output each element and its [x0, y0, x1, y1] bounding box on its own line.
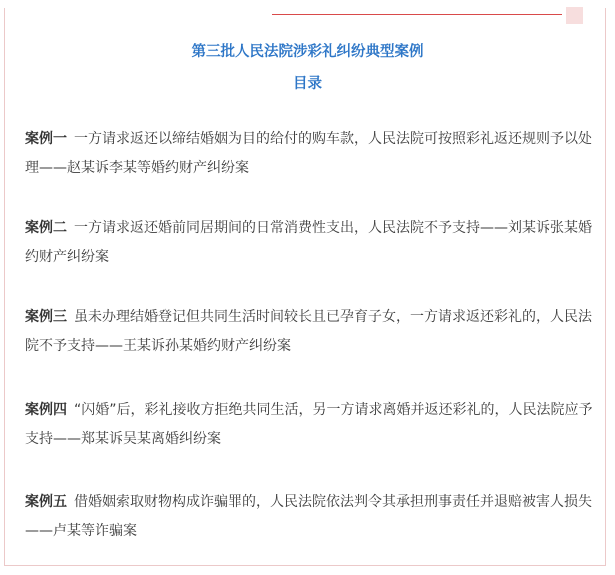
case-item-3	[25, 303, 593, 361]
case-label: 案例三	[25, 309, 67, 325]
decorative-top-line	[272, 14, 562, 15]
case-label: 案例四	[25, 402, 67, 418]
table-of-contents-heading: 目录	[293, 76, 322, 92]
case-item-4	[25, 396, 593, 454]
case-text: “闪婚”后，彩礼接收方拒绝共同生活，另一方请求离婚并返还彩礼的，人民法院应予支持——郑某诉吴某离婚纠纷案	[25, 402, 593, 447]
case-item-2	[25, 214, 593, 272]
case-text: 一方请求返还婚前同居期间的日常消费性支出，人民法院不予支持——刘某诉张某婚约财产纠纷案	[25, 220, 592, 265]
case-item-1	[25, 125, 593, 183]
case-text: 一方请求返还以缔结婚姻为目的给付的购车款，人民法院可按照彩礼返还规则予以处理——赵某诉李某等婚约财产纠纷案	[25, 131, 592, 176]
case-label: 案例一	[25, 131, 67, 147]
case-text: 虽未办理结婚登记但共同生活时间较长且已孕育子女，一方请求返还彩礼的，人民法院不予支持——王某诉孙某婚约财产纠纷案	[25, 309, 592, 354]
case-label: 案例二	[25, 220, 67, 236]
case-item-5	[25, 488, 593, 546]
decorative-corner-square	[566, 7, 583, 24]
case-text: 借婚姻索取财物构成诈骗罪的，人民法院依法判令其承担刑事责任并退赔被害人损失——卢某等诈骗案	[25, 494, 592, 539]
case-label: 案例五	[25, 494, 67, 510]
page-title: 第三批人民法院涉彩礼纠纷典型案例	[191, 44, 424, 60]
